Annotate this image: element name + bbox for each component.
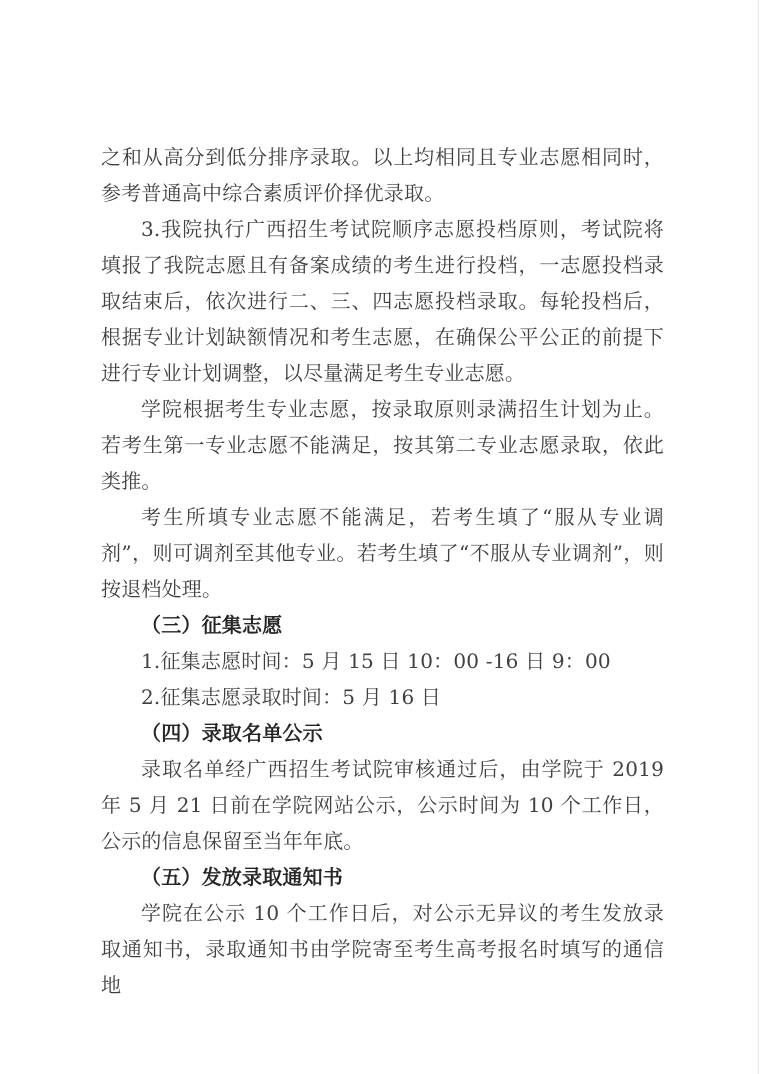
paragraph-publicity-detail: 录取名单经广西招生考试院审核通过后，由学院于 2019 年 5 月 21 日前在学院网站公示，公示时间为 10 个工作日，公示的信息保留至当年年底。 <box>101 757 664 853</box>
section-heading-5-admission-notice: （五）发放录取通知书 <box>141 865 343 889</box>
paragraph-continuation: 之和从高分到低分排序录取。以上均相同且专业志愿相同时，参考普通高中综合素质评价择优录取。 <box>101 145 664 205</box>
paragraph-admission-principle: 学院根据考生专业志愿，按录取原则录满招生计划为止。若考生第一专业志愿不能满足，按其第二专业志愿录取，依此类推。 <box>101 397 664 493</box>
paragraph-major-adjustment: 考生所填专业志愿不能满足，若考生填了“服从专业调剂”，则可调剂至其他专业。若考生填了“不服从专业调剂”，则按退档处理。 <box>101 505 664 601</box>
section-heading-4-admission-list-publicity: （四）录取名单公示 <box>141 721 323 745</box>
paragraph-collect-time: 1.征集志愿时间：5 月 15 日 10：00 -16 日 9：00 <box>141 649 611 673</box>
paragraph-notice-detail: 学院在公示 10 个工作日后，对公示无异议的考生发放录取通知书，录取通知书由学院寄至考生高考报名时填写的通信地 <box>101 901 664 997</box>
page-edge-line <box>758 0 759 1074</box>
paragraph-item-3: 3.我院执行广西招生考试院顺序志愿投档原则，考试院将填报了我院志愿且有备案成绩的考生进行投档，一志愿投档录取结束后，依次进行二、三、四志愿投档录取。每轮投档后，根据专业计划缺额情况和考生志愿，在确保公平公正的前提下进行专业计划调整，以尽量满足考生专业志愿。 <box>101 217 664 385</box>
paragraph-collect-admission-time: 2.征集志愿录取时间：5 月 16 日 <box>141 685 442 709</box>
section-heading-3-collect-volunteers: （三）征集志愿 <box>141 613 283 637</box>
